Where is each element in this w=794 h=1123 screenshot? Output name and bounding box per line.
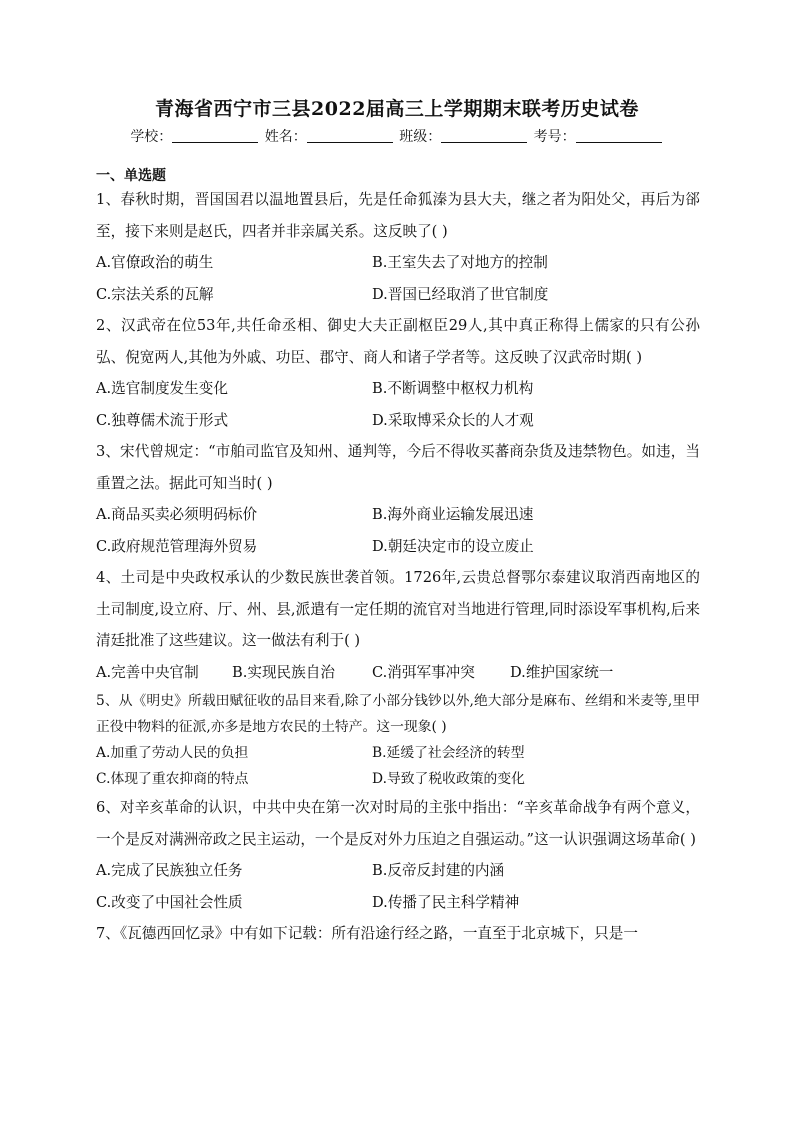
question-2-option-a[interactable]: A.选官制度发生变化 <box>96 380 228 397</box>
question-1-options-row-1 <box>96 247 700 279</box>
question-3-option-b[interactable]: B.海外商业运输发展迅速 <box>372 506 534 523</box>
question-5-option-c[interactable]: C.体现了重农抑商的特点 <box>96 771 249 787</box>
question-5-option-d[interactable]: D.导致了税收政策的变化 <box>372 771 525 787</box>
question-6-options-row-2 <box>96 887 700 919</box>
question-4-option-b[interactable]: B.实现民族自治 <box>232 663 335 681</box>
question-3-option-c[interactable]: C.政府规范管理海外贸易 <box>96 537 258 555</box>
question-1-options-row-2 <box>96 279 700 311</box>
question-1-text: 1、春秋时期，晋国国君以温地置县后，先是任命狐溱为县大夫，继之者为阳处父，再后为郤至，接下来则是赵氏，四者并非亲属关系。这反映了( ) <box>96 191 700 240</box>
question-3-option-a[interactable]: A.商品买卖必须明码标价 <box>96 506 258 523</box>
question-4-text: 4、土司是中央政权承认的少数民族世袭首领。1726年,云贵总督鄂尔泰建议取消西南地区的土司制度,设立府、厅、州、县,派遣有一定任期的流官对当地进行管理,同时添设军事机构,后来清廷批准了这些建议。这一做法有利于( ) <box>96 569 700 649</box>
question-2-option-b[interactable]: B.不断调整中枢权力机构 <box>372 380 534 397</box>
school-label: 学校： <box>130 129 173 145</box>
question-5-options-row-2 <box>96 766 700 792</box>
question-3-option-d[interactable]: D.朝廷决定市的设立废止 <box>372 537 534 555</box>
question-2-option-c[interactable]: C.独尊儒术流于形式 <box>96 411 229 429</box>
name-blank[interactable] <box>307 128 393 143</box>
question-6-options-row-1 <box>96 855 700 887</box>
question-3-text: 3、宋代曾规定：“市舶司监官及知州、通判等，今后不得收买蕃商杂货及违禁物色。如违，当重置之法。据此可知当时( ) <box>96 443 700 492</box>
number-blank[interactable] <box>576 128 662 143</box>
question-6-option-c[interactable]: C.改变了中国社会性质 <box>96 893 243 911</box>
question-1-option-b[interactable]: B.王室失去了对地方的控制 <box>372 254 548 271</box>
question-5-option-b[interactable]: B.延缓了社会经济的转型 <box>372 745 525 761</box>
question-1-option-c[interactable]: C.宗法关系的瓦解 <box>96 285 214 303</box>
question-3-options-row-1 <box>96 499 700 531</box>
question-4-options-row <box>96 657 700 689</box>
question-4-option-c[interactable]: C.消弭军事冲突 <box>372 663 475 681</box>
class-blank[interactable] <box>441 128 527 143</box>
question-1-option-a[interactable]: A.官僚政治的萌生 <box>96 254 214 271</box>
page-title: 青海省西宁市三县2022届高三上学期期末联考历史试卷 <box>155 98 639 120</box>
question-6-text: 6、对辛亥革命的认识，中共中央在第一次对时局的主张中指出：“辛亥革命战争有两个意义，一个是反对满洲帝政之民主运动，一个是反对外力压迫之自强运动。”这一认识强调这场革命( ) <box>96 799 700 848</box>
class-label: 班级： <box>399 129 442 145</box>
question-5-block <box>96 688 700 792</box>
question-3-options-row-2 <box>96 531 700 563</box>
section-title: 一、单选题 <box>96 168 166 184</box>
question-5-option-a[interactable]: A.加重了劳动人民的负担 <box>96 745 249 761</box>
question-2-option-d[interactable]: D.采取博采众长的人才观 <box>372 411 534 429</box>
question-6-option-d[interactable]: D.传播了民主科学精神 <box>372 893 520 911</box>
question-5-text: 5、从《明史》所载田赋征收的品目来看,除了小部分钱钞以外,绝大部分是麻布、丝绢和米麦等,里甲正役中物料的征派,亦多是地方农民的土特产。这一现象( ) <box>96 693 700 735</box>
question-5-options-row-1 <box>96 740 700 766</box>
student-info-line <box>0 126 794 146</box>
school-blank[interactable] <box>172 128 258 143</box>
question-4-option-d[interactable]: D.维护国家统一 <box>510 663 614 681</box>
question-2-options-row-1 <box>96 373 700 405</box>
question-1-option-d[interactable]: D.晋国已经取消了世官制度 <box>372 285 549 303</box>
questions-area <box>96 184 700 950</box>
question-7-text: 7、《瓦德西回忆录》中有如下记载：所有沿途行经之路，一直至于北京城下，只是一 <box>96 925 638 942</box>
question-2-text: 2、汉武帝在位53年,共任命丞相、御史大夫正副枢臣29人,其中真正称得上儒家的只有公孙弘、倪宽两人,其他为外戚、功臣、郡守、商人和诸子学者等。这反映了汉武帝时期( ) <box>96 317 700 366</box>
number-label: 考号： <box>533 129 576 145</box>
name-label: 姓名： <box>264 129 307 145</box>
question-4-option-a[interactable]: A.完善中央官制 <box>96 663 199 681</box>
question-6-option-a[interactable]: A.完成了民族独立任务 <box>96 862 243 879</box>
question-2-options-row-2 <box>96 405 700 437</box>
question-6-option-b[interactable]: B.反帝反封建的内涵 <box>372 862 505 879</box>
